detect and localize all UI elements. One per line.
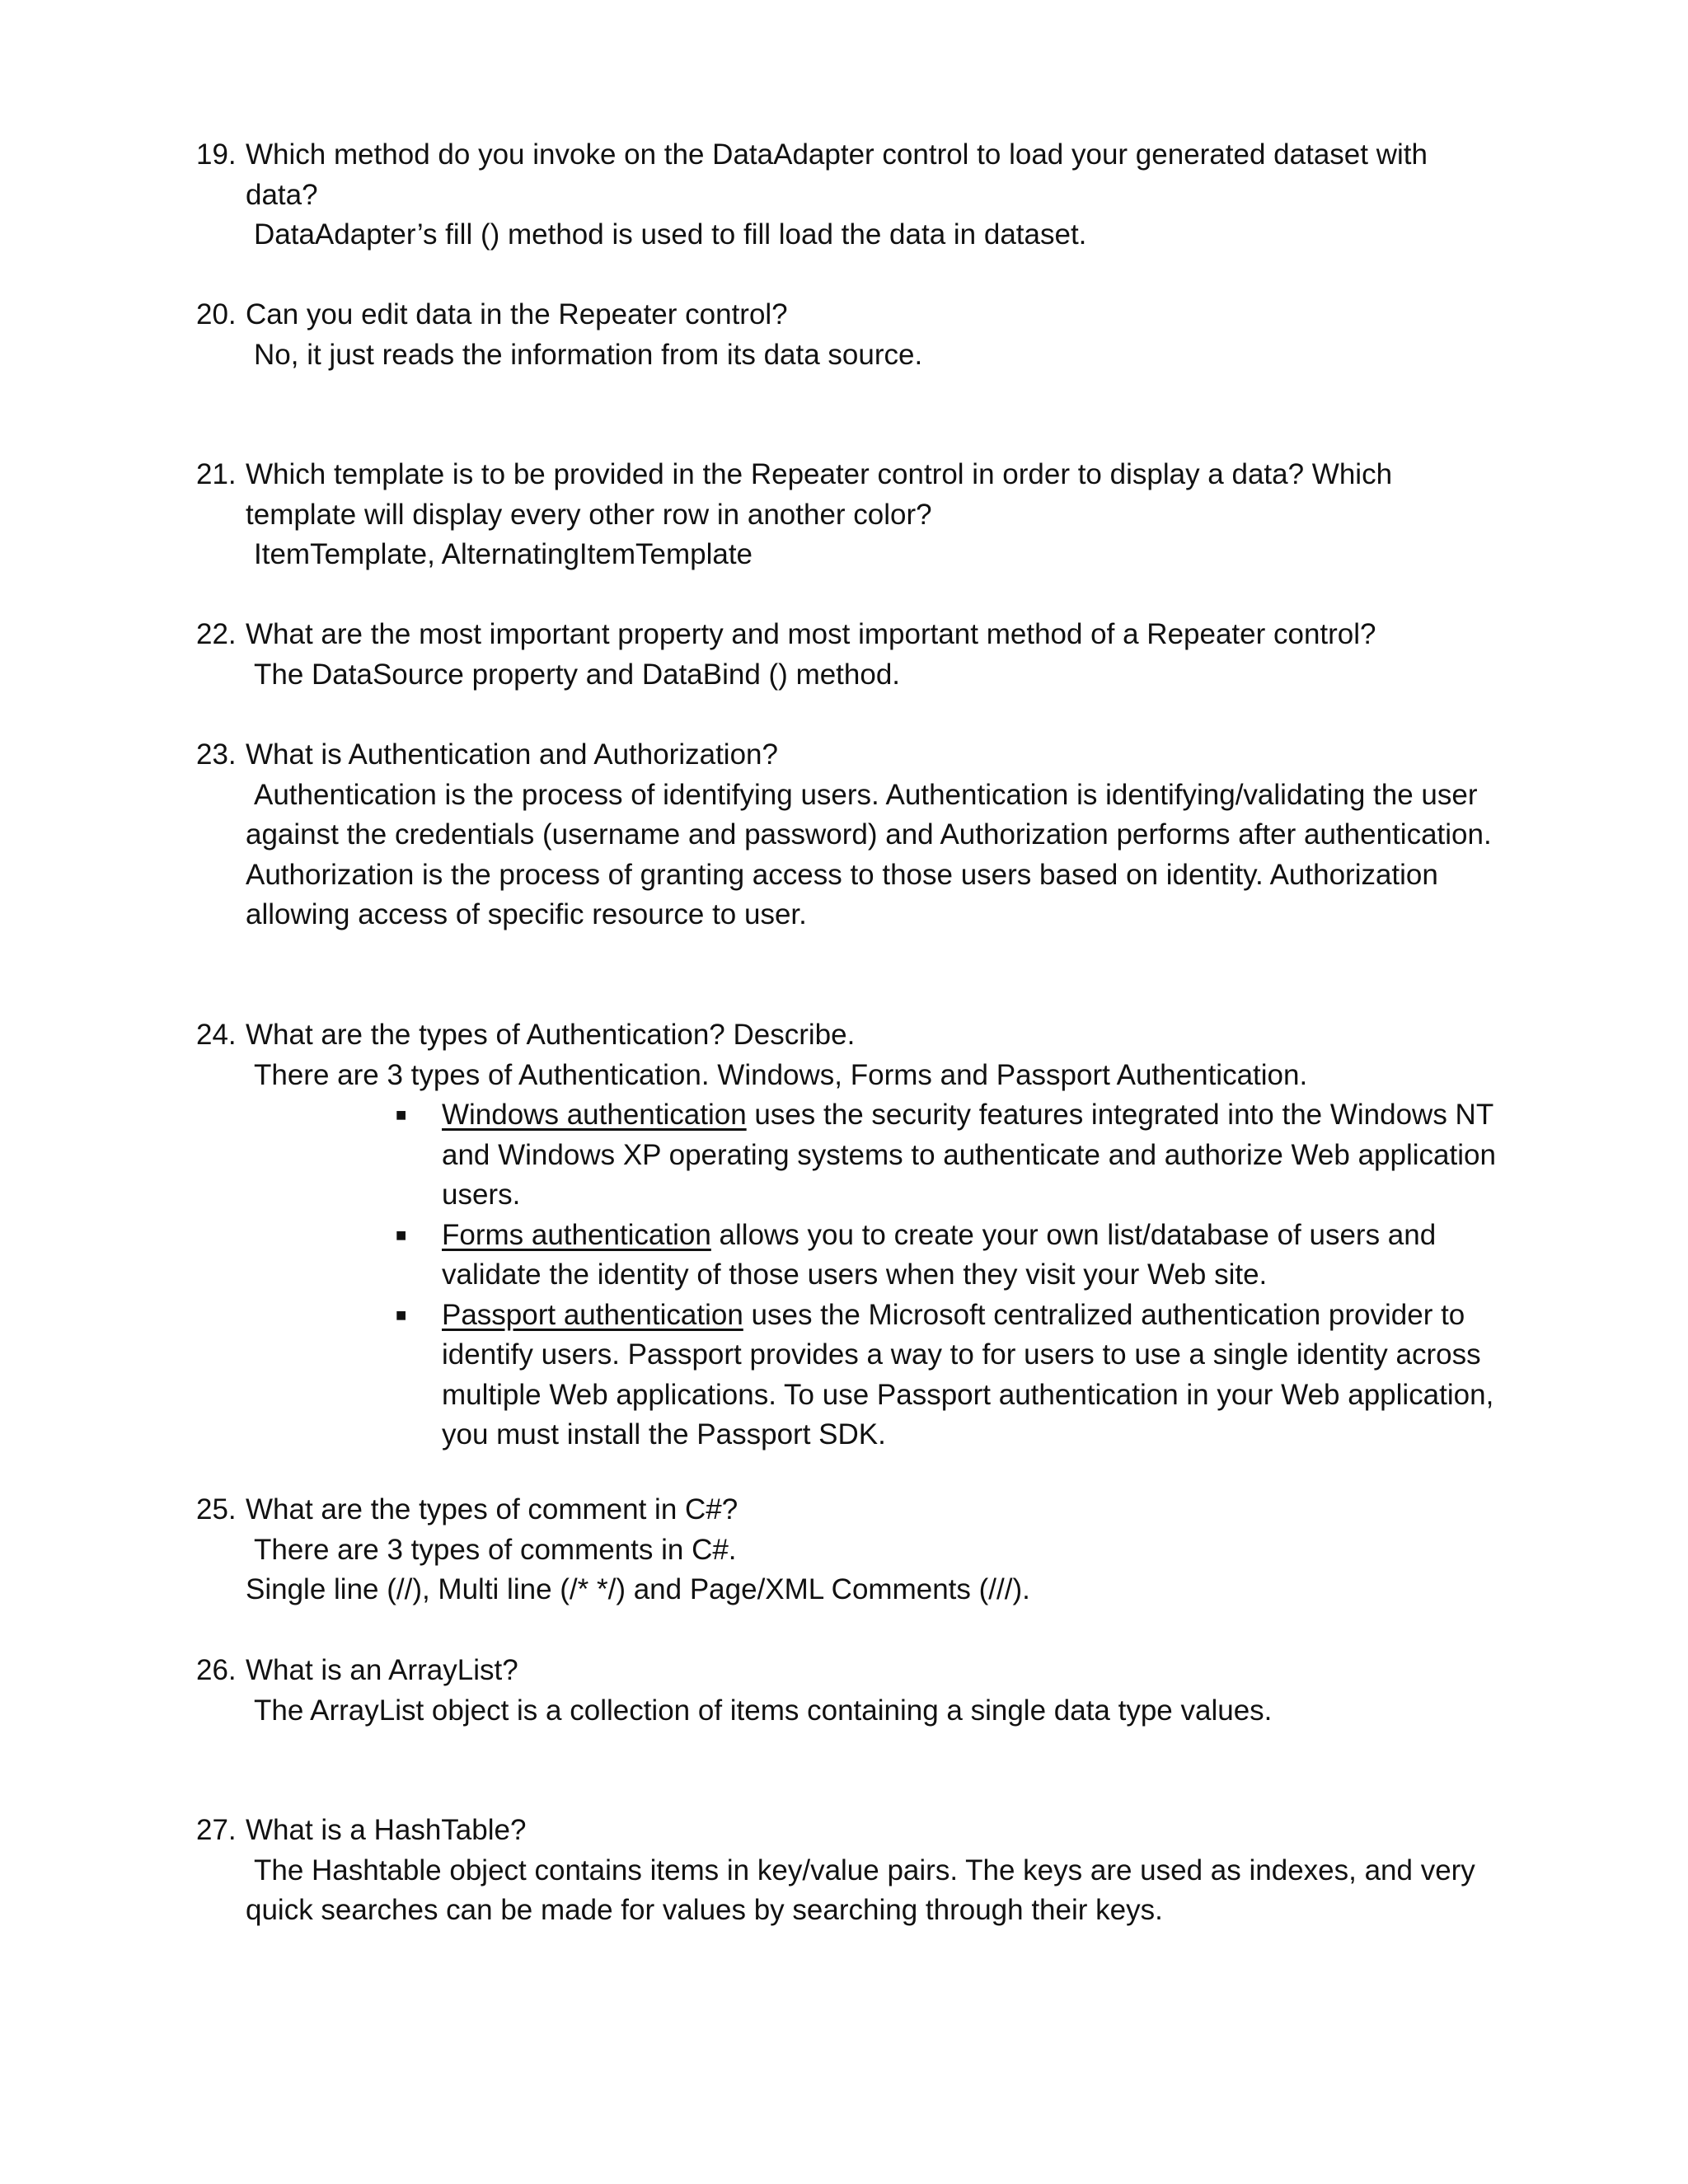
question-number: 25. <box>196 1493 237 1526</box>
qa-item-20 <box>196 295 1581 375</box>
question <box>196 1651 1581 1691</box>
answer-text: There are 3 types of Authentication. Windows, Forms and Passport Authentication. <box>254 1058 1308 1091</box>
question-text: Which method do you invoke on the DataAdapter control to load your generated dataset with <box>246 138 1428 171</box>
term: Windows authentication <box>442 1099 747 1131</box>
qa-item-19 <box>196 135 1581 255</box>
qa-item-23 <box>196 735 1581 935</box>
question-number: 19. <box>196 138 237 171</box>
answer-text: The DataSource property and DataBind () method. <box>254 658 901 691</box>
question-text: Which template is to be provided in the Repeater control in order to display a data? Which <box>246 458 1393 490</box>
question-text: What is an ArrayList? <box>246 1654 518 1686</box>
term-description: allows you to create your own list/database of users and <box>710 1218 1437 1251</box>
term: Forms authentication <box>442 1218 711 1251</box>
question <box>196 1490 1581 1530</box>
answer-text: Single line (//), Multi line (/* */) and Page/XML Comments (///). <box>246 1573 1030 1605</box>
answer-text: quick searches can be made for values by searching through their keys. <box>246 1894 1163 1926</box>
square-bullet-icon: ■ <box>396 1224 407 1245</box>
question-text: template will display every other row in another color? <box>246 498 932 531</box>
qa-item-24 <box>196 1015 1581 1455</box>
qa-item-26 <box>196 1651 1581 1731</box>
qa-item-22 <box>196 615 1581 695</box>
question <box>196 1015 1581 1056</box>
list-item <box>196 1095 1581 1216</box>
answer-text: The Hashtable object contains items in key/value pairs. The keys are used as indexes, and very <box>254 1854 1475 1886</box>
question-text: What are the types of comment in C#? <box>246 1493 738 1526</box>
answer-text: There are 3 types of comments in C#. <box>254 1533 737 1566</box>
question-text: What is a HashTable? <box>246 1814 527 1846</box>
term-description: uses the security features integrated into the Windows NT <box>746 1099 1494 1131</box>
question <box>196 1811 1581 1851</box>
question-text: Can you edit data in the Repeater control? <box>246 298 788 330</box>
question-number: 27. <box>196 1814 237 1846</box>
question-text: What is Authentication and Authorization? <box>246 738 778 771</box>
answer-text: The ArrayList object is a collection of items containing a single data type values. <box>254 1694 1273 1727</box>
question-text: What are the types of Authentication? Describe. <box>246 1019 856 1051</box>
question-number: 23. <box>196 738 237 771</box>
qa-item-21 <box>196 455 1581 575</box>
question-number: 20. <box>196 298 237 330</box>
list-item-line: users. <box>442 1179 521 1211</box>
question-continuation <box>196 495 1581 536</box>
question-number: 22. <box>196 618 237 650</box>
question <box>196 135 1581 176</box>
answer-text: No, it just reads the information from its data source. <box>254 338 923 371</box>
question-continuation <box>196 176 1581 216</box>
authentication-types-list <box>196 1095 1581 1455</box>
square-bullet-icon: ■ <box>396 1104 407 1125</box>
question <box>196 735 1581 776</box>
qa-item-25 <box>196 1490 1581 1610</box>
question <box>196 455 1581 495</box>
list-item-line: identify users. Passport provides a way to for users to use a single identity across <box>442 1338 1481 1371</box>
list-item <box>196 1216 1581 1296</box>
answer-text: Authentication is the process of identifying users. Authentication is identifying/validating the user <box>254 778 1478 811</box>
qa-item-27 <box>196 1811 1581 1931</box>
list-item <box>196 1296 1581 1455</box>
term-description: uses the Microsoft centralized authentication provider to <box>743 1298 1465 1331</box>
answer-text: DataAdapter’s fill () method is used to fill load the data in dataset. <box>254 218 1087 251</box>
list-item-line: multiple Web applications. To use Passport authentication in your Web application, <box>442 1378 1494 1411</box>
answer-text: ItemTemplate, AlternatingItemTemplate <box>254 538 753 570</box>
question <box>196 615 1581 655</box>
question-text: data? <box>246 178 318 211</box>
answer-text: Authorization is the process of granting access to those users based on identity. Authorization <box>246 858 1438 891</box>
list-item-line: you must install the Passport SDK. <box>442 1418 886 1451</box>
question <box>196 295 1581 335</box>
question-number: 26. <box>196 1654 237 1686</box>
answer-text: against the credentials (username and password) and Authorization performs after authentication. <box>246 818 1492 851</box>
question-text: What are the most important property and most important method of a Repeater control? <box>246 618 1376 650</box>
term: Passport authentication <box>442 1298 743 1331</box>
list-item-line: and Windows XP operating systems to authenticate and authorize Web application <box>442 1138 1496 1171</box>
question-number: 21. <box>196 458 237 490</box>
question-number: 24. <box>196 1019 237 1051</box>
answer-text: allowing access of specific resource to user. <box>246 898 807 930</box>
list-item-line: validate the identity of those users when they visit your Web site. <box>442 1258 1268 1291</box>
square-bullet-icon: ■ <box>396 1304 407 1325</box>
